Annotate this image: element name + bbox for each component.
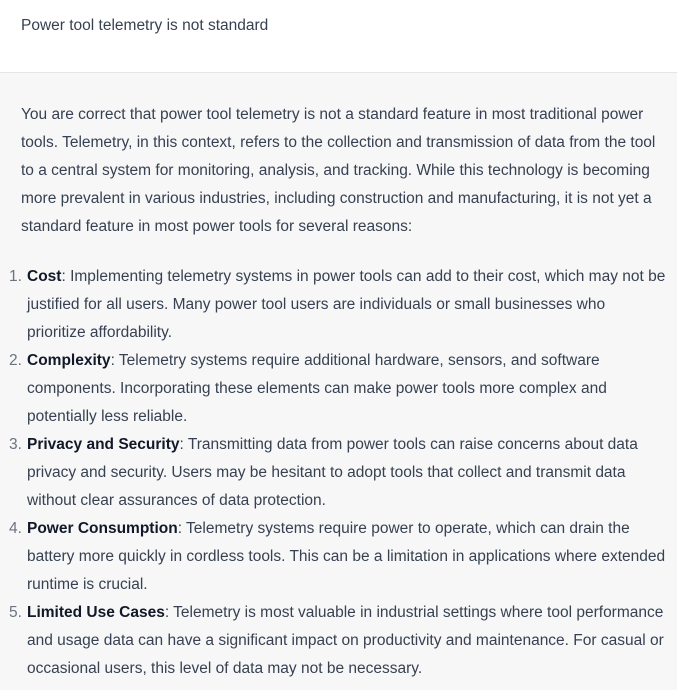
list-item [9,515,667,599]
reason-title: Complexity [27,352,111,369]
assistant-message [0,73,677,683]
reason-title: Limited Use Cases [27,604,165,621]
list-number: 4. [9,520,22,537]
assistant-intro-text: You are correct that power tool telemetry is not a standard feature in most traditional power tools. Telemetry, in this context, refers to the collection and transmission of data from the tool to a central system for monitoring, analysis, and tracking. While this technology is becoming more prevalent in various industries, including construction and manufacturing, it is not yet a standard feature in most power tools for several reasons: [21,106,656,235]
list-item [9,431,667,515]
reason-body: : Transmitting data from power tools can raise concerns about data privacy and security. Users may be hesitant to adopt tools that collect and transmit data without clear assurances of data protection. [27,436,638,509]
list-number: 5. [9,604,22,621]
list-item [9,263,667,347]
user-message-text: Power tool telemetry is not standard [21,17,269,34]
list-number: 3. [9,436,22,453]
list-number: 2. [9,352,22,369]
reason-title: Power Consumption [27,520,178,537]
list-item [9,599,667,683]
reason-body: : Telemetry systems require power to operate, which can drain the battery more quickly in cordless tools. This can be a limitation in applications where extended runtime is crucial. [27,520,666,593]
reason-body: : Telemetry systems require additional hardware, sensors, and software components. Incorporating these elements can make power tools more complex and potentially less reliable. [27,352,607,425]
reasons-list [9,263,667,683]
list-item [9,347,667,431]
user-message [0,0,677,73]
reason-body: : Telemetry is most valuable in industrial settings where tool performance and usage data can have a significant impact on productivity and maintenance. For casual or occasional users, this level of data may not be necessary. [27,604,664,677]
reason-title: Privacy and Security [27,436,180,453]
list-number: 1. [9,268,22,285]
reason-title: Cost [27,268,62,285]
reason-body: : Implementing telemetry systems in power tools can add to their cost, which may not be justified for all users. Many power tool users are individuals or small businesses who prioritize affordability. [27,268,666,341]
